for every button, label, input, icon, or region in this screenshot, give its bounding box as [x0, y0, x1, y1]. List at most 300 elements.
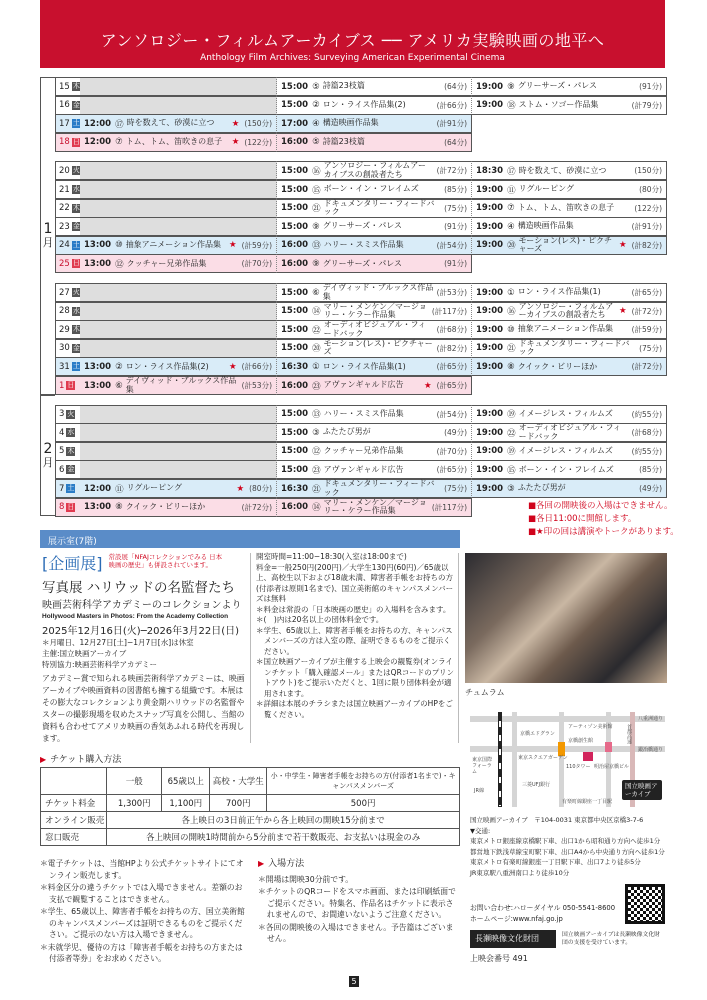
- foundation-logo: 長瀬映像文化財団: [470, 930, 556, 948]
- entry-notes: [258, 858, 458, 946]
- screening-slot[interactable]: [277, 357, 472, 376]
- duration: (計117分): [431, 306, 467, 316]
- date-cell: [55, 133, 80, 152]
- exhibition-description: [42, 551, 247, 745]
- duration: (計72分): [436, 166, 467, 176]
- program-number: ⑧: [507, 361, 515, 372]
- screening-time: 19:00: [476, 427, 504, 438]
- duration: (計72分): [631, 306, 662, 316]
- program-number: ⑳: [312, 344, 321, 355]
- screening-slot[interactable]: [472, 96, 667, 115]
- window-sales-cell: 各上映回の開映1時間前から5分前まで若干数販売、お支払いは現金のみ: [107, 829, 460, 846]
- screening-slot[interactable]: [277, 423, 472, 442]
- page-header-banner: [40, 0, 665, 68]
- schedule-cell-empty: [80, 405, 277, 424]
- duration: (計72分): [241, 502, 272, 512]
- ticket-note: ＊未就学児、優待の方は「障害者手帳をお持ちの方または付添者等券」をお求めください。: [40, 942, 243, 963]
- exhibition-subtitle: 映画芸術科学アカデミーのコレクションより: [42, 600, 242, 611]
- screening-time: 19:00: [476, 324, 504, 335]
- screening-slot[interactable]: [277, 442, 472, 461]
- homepage-link[interactable]: ホームページ:www.nfaj.go.jp: [470, 915, 563, 923]
- ticket-notes: [40, 858, 250, 966]
- schedule-cell-empty: [472, 114, 667, 133]
- schedule-row: [55, 479, 667, 498]
- screening-slot[interactable]: [277, 217, 472, 236]
- foundation-note: 国立映画アーカイブは長瀬映像文化財団の支援を受けています。: [562, 932, 660, 946]
- weekday-badge: 木: [67, 446, 75, 455]
- screening-time: 19:00: [476, 184, 504, 195]
- screening-number: 上映会番号 491: [470, 954, 528, 963]
- screening-time: 15:00: [281, 221, 309, 232]
- screening-time: 12:00: [84, 118, 112, 129]
- film-title: イメージレス・フィルムズ: [518, 446, 613, 456]
- schedule-row: [55, 302, 667, 321]
- contact-info: [470, 903, 620, 925]
- program-number: ⑩: [507, 324, 515, 335]
- screening-slot[interactable]: [472, 423, 667, 442]
- divider: [458, 553, 459, 743]
- ticket-note: ＊電子チケットは、当館HPより公式チケットサイトにてオンライン販売します。: [40, 859, 244, 880]
- date-cell: [55, 161, 80, 180]
- screening-slot[interactable]: [472, 405, 667, 424]
- month-label-january: [40, 77, 55, 395]
- duration: (計65分): [436, 465, 467, 475]
- entry-note: ＊開場は開映30分前です。: [258, 874, 354, 884]
- entry-note: ＊各回の開映後の入場はできません。予告篇はございません。: [258, 922, 454, 943]
- map-label: 京橋エドグラン: [520, 731, 555, 737]
- program-number: ㉓: [312, 465, 321, 476]
- screening-slot[interactable]: [80, 114, 277, 133]
- schedule-cell-empty: [80, 302, 277, 321]
- screening-slot[interactable]: [472, 199, 667, 218]
- screening-slot[interactable]: [277, 283, 472, 302]
- price-cell: 500円: [267, 795, 460, 812]
- schedule-cell-empty: [472, 254, 667, 273]
- schedule-cell-empty: [80, 96, 277, 115]
- film-title: デイヴィッド・ブルックス作品集: [322, 283, 434, 301]
- film-title: マリー・メンケン／マージョリー・ケラー作品集: [323, 497, 427, 516]
- transport-line: JR東京駅八重洲南口より徒歩10分: [470, 868, 570, 877]
- weekday-badge: 土: [72, 362, 80, 371]
- duration: (91分): [444, 259, 467, 269]
- triangle-icon: ▶: [258, 859, 265, 868]
- date-number: 29: [59, 324, 70, 335]
- screening-slot[interactable]: [80, 479, 277, 498]
- price-cell: 1,300円: [107, 795, 162, 812]
- date-number: 18: [59, 137, 70, 148]
- screening-time: 15:00: [281, 287, 309, 298]
- screening-slot[interactable]: [277, 479, 472, 498]
- date-number: 27: [59, 287, 70, 298]
- film-title: アヴァンギャルド広告: [323, 464, 404, 474]
- weekday-badge: 火: [67, 409, 75, 418]
- date-number: 21: [59, 184, 70, 195]
- screening-slot[interactable]: [472, 180, 667, 199]
- program-number: ⑭: [312, 307, 321, 318]
- map-jr-line: [498, 712, 502, 807]
- screening-time: 13:00: [84, 240, 112, 251]
- screening-time: 16:30: [281, 483, 309, 494]
- exhibition-info: [256, 552, 454, 720]
- film-title: アンソロジー・フィルムアーカイブスの創設者たち: [323, 161, 427, 179]
- program-number: ⑯: [312, 166, 321, 177]
- screening-time: 13:00: [84, 258, 112, 269]
- date-cell: [55, 339, 80, 358]
- program-number: ②: [312, 100, 320, 111]
- screening-slot[interactable]: [472, 77, 667, 96]
- duration: (122分): [634, 203, 662, 213]
- schedule-row: [55, 180, 667, 199]
- weekday-badge: 火: [72, 288, 80, 296]
- schedule-row: [55, 357, 667, 376]
- date-cell: [55, 479, 80, 498]
- weekday-badge: 金: [72, 343, 80, 352]
- screening-slot[interactable]: [277, 498, 472, 517]
- duration: (計65分): [436, 362, 467, 372]
- weekday-badge: 金: [67, 465, 75, 474]
- ticket-heading: [40, 752, 121, 765]
- row-label: オンライン販売: [41, 812, 107, 829]
- date-cell: [55, 423, 80, 442]
- map-label: アーティゾン美術館: [568, 724, 613, 730]
- program-number: ⑪: [507, 185, 516, 196]
- duration: (85分): [444, 185, 467, 194]
- film-title: 抽象アニメーション作品集: [517, 324, 613, 334]
- duration: (計70分): [241, 259, 272, 269]
- date-number: 6: [59, 464, 65, 475]
- date-cell: [55, 357, 80, 376]
- film-title: リグルーピング: [518, 184, 575, 194]
- schedule-row: [55, 199, 667, 218]
- screening-slot[interactable]: [472, 302, 667, 321]
- date-cell: [55, 114, 80, 133]
- program-number: ⑨: [312, 221, 320, 232]
- program-number: ⑥: [115, 380, 123, 391]
- screening-time: 16:00: [281, 137, 309, 148]
- price-cell: 700円: [210, 795, 267, 812]
- program-number: ⑰: [507, 166, 516, 177]
- schedule-cell-empty: [80, 423, 277, 442]
- program-number: ⑮: [507, 465, 516, 476]
- month-suffix: 月: [42, 236, 54, 250]
- program-number: ⑲: [507, 410, 516, 421]
- screening-slot[interactable]: [277, 77, 472, 96]
- screening-time: 15:00: [281, 203, 309, 214]
- screening-slot[interactable]: [472, 460, 667, 479]
- schedule-row: [55, 133, 667, 152]
- date-number: 5: [59, 446, 65, 457]
- program-number: ㉒: [507, 428, 516, 439]
- star-icon: ★: [236, 483, 245, 494]
- duration: (150分): [634, 166, 662, 176]
- screening-slot[interactable]: [472, 339, 667, 358]
- program-number: ⑦: [115, 137, 123, 148]
- screening-slot[interactable]: [277, 180, 472, 199]
- film-title: グリーサーズ・パレス: [322, 221, 403, 231]
- program-number: ⑧: [115, 502, 123, 513]
- exhibition-section-bar: 展示室(7階): [40, 530, 460, 548]
- duration: (49分): [444, 428, 467, 438]
- star-icon: ★: [228, 361, 237, 372]
- film-title: クイック・ビリーほか: [517, 361, 598, 371]
- screening-time: 13:00: [84, 502, 112, 513]
- film-title: クッチャー兄弟作品集: [126, 258, 207, 268]
- film-title: マリー・メンケン／マージョリー・ケラー作品集: [323, 301, 427, 320]
- month-number: 1: [43, 221, 53, 238]
- schedule-row: [55, 217, 667, 236]
- program-number: ④: [507, 221, 515, 232]
- screening-time: 12:00: [84, 137, 112, 148]
- film-title: モーション(レス)・ピクチャーズ: [518, 235, 612, 254]
- film-title: モーション(レス)・ピクチャーズ: [323, 338, 433, 357]
- schedule-cell-empty: [80, 77, 277, 96]
- date-number: 22: [59, 203, 70, 214]
- program-number: ㉑: [312, 484, 321, 495]
- map-nfaj-marker: [583, 752, 593, 761]
- divider: [250, 553, 251, 743]
- schedule-notes: [528, 500, 679, 539]
- exhibition-title: 写真展 ハリウッドの名監督たち: [42, 580, 236, 596]
- duration: (計65分): [631, 288, 662, 297]
- ticket-note: ＊料金区分の違うチケットでは入場できません。差額のお支払で観覧することはできません。: [40, 883, 243, 904]
- screening-time: 15:00: [281, 464, 309, 475]
- date-number: 30: [59, 343, 70, 354]
- screening-slot[interactable]: [80, 357, 277, 376]
- program-number: ⑬: [312, 410, 321, 421]
- duration: (計72分): [631, 362, 662, 372]
- exhibition-type: [企画展]: [42, 554, 103, 573]
- duration: (91分): [444, 222, 467, 232]
- duration: (計91分): [631, 222, 662, 232]
- film-title: 構造映画作品集: [322, 118, 379, 128]
- map-label: 八重洲通り: [638, 716, 664, 722]
- map-label: 明治屋京橋ビル: [594, 764, 630, 770]
- date-number: 31: [59, 361, 70, 372]
- page-number: 5: [349, 976, 359, 987]
- row-label: チケット料金: [41, 795, 107, 812]
- screening-slot[interactable]: [80, 498, 277, 517]
- screening-time: 16:00: [281, 258, 309, 269]
- program-number: ⑪: [115, 484, 124, 495]
- screening-time: 19:00: [476, 240, 504, 251]
- schedule-row: [55, 376, 667, 395]
- film-title: イメージレス・フィルムズ: [518, 408, 613, 418]
- screening-time: 19:00: [476, 483, 504, 494]
- screening-slot[interactable]: [277, 114, 472, 133]
- program-number: ④: [312, 118, 320, 129]
- weekday-badge: 木: [72, 203, 80, 212]
- date-cell: [55, 442, 80, 461]
- screening-slot[interactable]: [472, 479, 667, 498]
- duration: (80分): [639, 185, 662, 194]
- program-number: ⑨: [507, 81, 515, 92]
- month-number: 2: [43, 440, 53, 457]
- screening-slot[interactable]: [277, 460, 472, 479]
- screening-slot[interactable]: [80, 254, 277, 273]
- screening-slot[interactable]: [277, 302, 472, 321]
- info-note: ＊詳細は本展のチラシまたは国立映画アーカイブのHPをご覧ください。: [256, 699, 453, 719]
- duration: (計54分): [436, 240, 467, 250]
- schedule-row: [55, 460, 667, 479]
- qr-code[interactable]: [625, 884, 665, 924]
- film-title: ふたたび男が: [517, 483, 566, 493]
- screening-slot[interactable]: [277, 236, 472, 255]
- film-title: ふたたび男が: [322, 427, 371, 437]
- screening-slot[interactable]: [472, 283, 667, 302]
- info-note: ＊学生、65歳以上、障害者手帳をお持ちの方、キャンパスメンバーズの方は入室の際、証明できるものをご提示ください。: [256, 625, 453, 656]
- film-title: 詩篇23枝篇: [322, 81, 365, 91]
- screening-slot[interactable]: [472, 161, 667, 180]
- screening-time: 15:00: [281, 446, 309, 457]
- program-number: ⑮: [312, 185, 321, 196]
- program-number: ③: [312, 427, 320, 438]
- screening-time: 13:00: [84, 361, 112, 372]
- weekday-badge: 土: [72, 119, 80, 128]
- screening-slot[interactable]: [472, 217, 667, 236]
- screening-time: 15:00: [281, 81, 309, 92]
- screening-slot[interactable]: [277, 405, 472, 424]
- date-number: 16: [59, 100, 70, 111]
- film-title: 時を数えて、砂漠に立つ: [518, 165, 607, 175]
- film-title: 時を数えて、砂漠に立つ: [126, 118, 215, 128]
- screening-slot[interactable]: [277, 254, 472, 273]
- film-title: ロン・ライス作品集(1): [517, 287, 601, 297]
- screening-slot[interactable]: [277, 339, 472, 358]
- table-header-empty: [41, 768, 107, 795]
- header-title-ja: アンソロジー・フィルムアーカイブス ── アメリカ実験映画の地平へ: [100, 31, 605, 50]
- transport-line: 東京メトロ銀座線京橋駅下車、出口1から昭和通り方向へ徒歩1分: [470, 837, 661, 845]
- access-info: [470, 815, 665, 878]
- screening-slot[interactable]: [472, 357, 667, 376]
- screening-slot[interactable]: [277, 133, 472, 152]
- program-number: ②: [115, 361, 123, 372]
- program-number: ⑤: [312, 81, 320, 92]
- program-number: ㉑: [312, 204, 321, 215]
- screening-time: 19:00: [476, 203, 504, 214]
- schedule-cell-empty: [80, 199, 277, 218]
- map-station-marker: [605, 742, 612, 752]
- weekday-badge: 日: [67, 381, 75, 389]
- duration: (91分): [639, 82, 662, 91]
- film-title: グリーサーズ・パレス: [517, 81, 598, 91]
- screening-slot[interactable]: [277, 161, 472, 180]
- star-icon: ★: [231, 118, 240, 129]
- triangle-icon: ▶: [40, 755, 47, 764]
- star-icon: ★: [231, 137, 240, 148]
- screening-slot[interactable]: [277, 320, 472, 339]
- date-number: 23: [59, 221, 70, 232]
- weekday-badge: 日: [72, 137, 80, 146]
- duration: (85分): [639, 465, 662, 475]
- date-cell: [55, 283, 80, 302]
- duration: (計59分): [241, 240, 272, 250]
- entry-heading: [258, 858, 458, 871]
- ticket-heading-text: チケット購入方法: [50, 755, 122, 765]
- table-header: 高校・大学生: [210, 768, 267, 795]
- duration: (計82分): [631, 240, 662, 250]
- month-label-february: [40, 395, 55, 517]
- screening-slot[interactable]: [472, 320, 667, 339]
- screening-slot[interactable]: [80, 376, 277, 395]
- screening-slot[interactable]: [472, 236, 667, 255]
- screening-time: 19:00: [476, 464, 504, 475]
- date-number: 7: [59, 483, 65, 494]
- screening-time: 15:00: [281, 306, 309, 317]
- exhibition-title-en: Hollywood Masters in Photos: From the Academy Collection: [42, 613, 229, 620]
- film-title: デイヴィッド・ブルックス作品集: [125, 376, 237, 394]
- date-number: 1: [59, 380, 65, 391]
- duration: (計59分): [631, 325, 662, 335]
- info-note: ＊料金は常設の「日本映画の歴史」の入場料を含みます。: [256, 604, 451, 614]
- duration: (計68分): [436, 325, 467, 335]
- star-icon: ★: [228, 240, 237, 251]
- duration: (75分): [639, 343, 662, 353]
- transport-line: 東京メトロ有楽町線銀座一丁目駅下車、出口7より徒歩5分: [470, 858, 641, 866]
- date-cell: [55, 302, 80, 321]
- exhibition-dates: 2025年12月16日(火)─2026年3月22日(日): [42, 626, 240, 637]
- address: 国立映画アーカイブ 〒104-0031 東京都中央区京橋3-7-6: [470, 816, 644, 824]
- duration: (150分): [244, 119, 272, 129]
- exhibition-note: 常設展「NFAJコレクションでみる 日本映画の歴史」も併設されています。: [108, 553, 223, 569]
- date-number: 20: [59, 165, 70, 176]
- date-cell: [55, 376, 80, 395]
- screening-slot[interactable]: [80, 133, 277, 152]
- row-label: 窓口販売: [41, 829, 107, 846]
- screening-time: 16:30: [281, 361, 309, 372]
- screening-time: 19:00: [476, 343, 504, 354]
- table-header: 65歳以上: [162, 768, 210, 795]
- weekday-badge: 木: [72, 325, 80, 334]
- date-cell: [55, 217, 80, 236]
- screening-time: 19:00: [476, 221, 504, 232]
- schedule-row: [55, 405, 667, 424]
- date-number: 4: [59, 427, 65, 438]
- star-icon: ★: [618, 306, 627, 317]
- date-cell: [55, 236, 80, 255]
- map-station-marker: [558, 742, 565, 756]
- photo-caption: チュムラム: [465, 688, 505, 697]
- date-cell: [55, 320, 80, 339]
- film-still-photo: [465, 553, 667, 683]
- program-number: ③: [507, 483, 515, 494]
- map-road: [512, 712, 517, 807]
- map-label: 首都高速: [626, 724, 632, 744]
- weekday-badge: 火: [72, 166, 80, 175]
- map-label: 110タワー: [566, 764, 591, 770]
- map-label: 有楽町線銀座一丁目駅: [562, 799, 613, 805]
- screening-slot[interactable]: [80, 236, 277, 255]
- duration: (計53分): [436, 288, 467, 297]
- screening-time: 19:00: [476, 446, 504, 457]
- film-title: アヴァンギャルド広告: [323, 380, 404, 390]
- ticket-table: [40, 767, 460, 846]
- screening-slot[interactable]: [472, 442, 667, 461]
- table-header: 一般: [107, 768, 162, 795]
- star-icon: ★: [618, 240, 627, 251]
- weekday-badge: 木: [72, 82, 80, 90]
- film-title: リグルーピング: [126, 483, 183, 493]
- schedule-row: [55, 320, 667, 339]
- map-label: 京橋創生館: [568, 738, 594, 744]
- map-label: 東京スクエアガーデン: [518, 755, 568, 761]
- screening-slot[interactable]: [277, 376, 472, 395]
- film-title: ロン・ライス作品集(2): [125, 361, 209, 371]
- program-number: ①: [312, 361, 320, 372]
- date-cell: [55, 180, 80, 199]
- screening-slot[interactable]: [277, 199, 472, 218]
- date-cell: [55, 498, 80, 517]
- screening-slot[interactable]: [277, 96, 472, 115]
